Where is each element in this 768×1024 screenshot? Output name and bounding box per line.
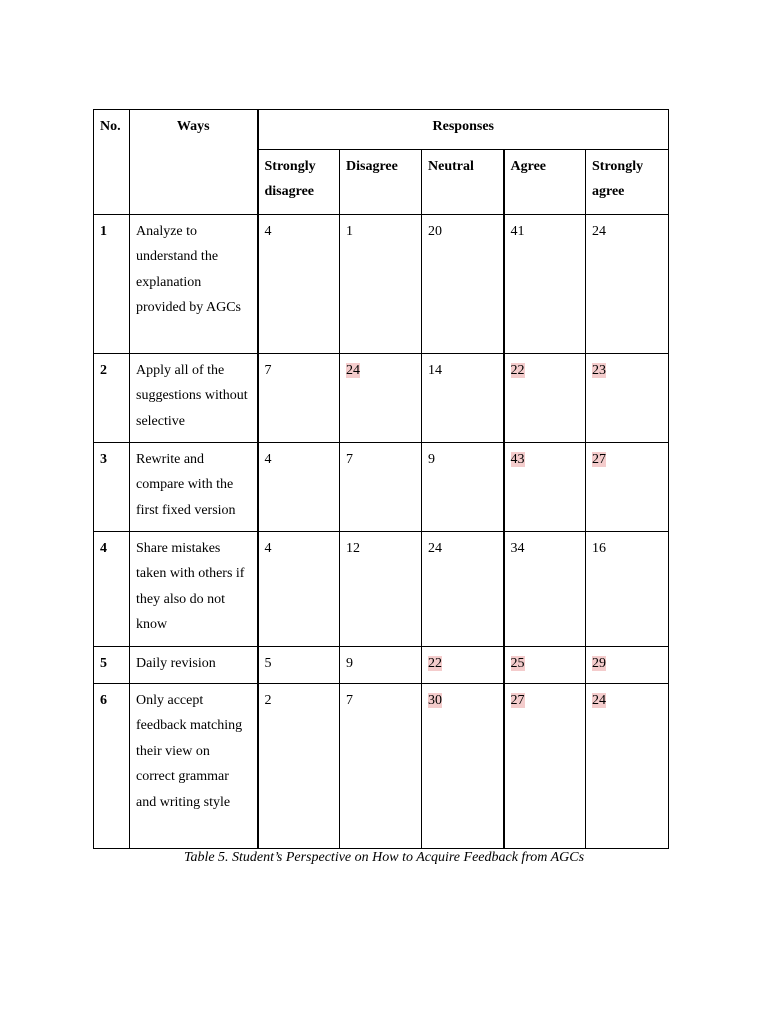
cell-value: 24 <box>346 363 360 378</box>
cell-value: 22 <box>428 656 442 671</box>
row-way: Daily revision <box>130 647 258 684</box>
row-number: 1 <box>94 215 130 354</box>
row-number: 6 <box>94 684 130 849</box>
row-number: 5 <box>94 647 130 684</box>
cell-neutral <box>422 684 504 849</box>
table-row <box>94 684 669 849</box>
table-row <box>94 443 669 532</box>
feedback-table <box>93 109 669 849</box>
cell-value: 22 <box>510 363 525 378</box>
row-number: 4 <box>94 532 130 647</box>
cell-value: 5 <box>264 656 272 671</box>
cell-neutral <box>422 215 504 354</box>
cell-value: 27 <box>592 452 606 467</box>
cell-value: 20 <box>428 224 442 239</box>
cell-value: 30 <box>428 693 442 708</box>
cell-disagree <box>340 532 422 647</box>
cell-neutral <box>422 443 504 532</box>
cell-value: 9 <box>346 656 353 671</box>
cell-value: 24 <box>592 224 606 239</box>
header-strongly-disagree: Strongly disagree <box>258 150 340 215</box>
table-row <box>94 532 669 647</box>
cell-agree <box>504 684 586 849</box>
cell-strongly-agree <box>586 532 669 647</box>
cell-value: 7 <box>264 363 272 378</box>
cell-value: 7 <box>346 452 353 467</box>
cell-strongly-disagree <box>258 684 340 849</box>
cell-value: 29 <box>592 656 606 671</box>
cell-value: 43 <box>510 452 525 467</box>
row-way: Only accept feedback matching their view on correct grammar and writing style <box>130 684 258 849</box>
cell-value: 24 <box>592 693 606 708</box>
cell-strongly-agree <box>586 647 669 684</box>
cell-strongly-disagree <box>258 215 340 354</box>
cell-value: 4 <box>264 224 272 239</box>
cell-strongly-disagree <box>258 443 340 532</box>
cell-value: 7 <box>346 693 353 708</box>
table-row <box>94 354 669 443</box>
table-caption: Table 5. Student’s Perspective on How to Acquire Feedback from AGCs <box>183 850 585 865</box>
row-way: Share mistakes taken with others if they also do not know <box>130 532 258 647</box>
cell-value: 27 <box>510 693 525 708</box>
cell-strongly-disagree <box>258 647 340 684</box>
feedback-table-container <box>93 109 668 849</box>
cell-neutral <box>422 354 504 443</box>
table-row <box>94 647 669 684</box>
header-neutral: Neutral <box>422 150 504 215</box>
table-body <box>94 215 669 849</box>
cell-neutral <box>422 647 504 684</box>
cell-agree <box>504 215 586 354</box>
cell-strongly-disagree <box>258 354 340 443</box>
cell-agree <box>504 532 586 647</box>
cell-value: 12 <box>346 541 360 556</box>
cell-agree <box>504 354 586 443</box>
cell-agree <box>504 443 586 532</box>
cell-value: 14 <box>428 363 442 378</box>
cell-disagree <box>340 647 422 684</box>
cell-strongly-disagree <box>258 532 340 647</box>
cell-strongly-agree <box>586 684 669 849</box>
cell-disagree <box>340 684 422 849</box>
table-row <box>94 215 669 354</box>
row-way: Analyze to understand the explanation provided by AGCs <box>130 215 258 354</box>
cell-disagree <box>340 215 422 354</box>
cell-value: 16 <box>592 541 606 556</box>
header-no: No. <box>94 110 130 215</box>
row-way: Rewrite and compare with the first fixed version <box>130 443 258 532</box>
header-strongly-agree: Strongly agree <box>586 150 669 215</box>
cell-value: 23 <box>592 363 606 378</box>
cell-value: 9 <box>428 452 435 467</box>
cell-strongly-agree <box>586 443 669 532</box>
row-way: Apply all of the suggestions without selective <box>130 354 258 443</box>
header-disagree: Disagree <box>340 150 422 215</box>
row-number: 3 <box>94 443 130 532</box>
cell-disagree <box>340 354 422 443</box>
cell-value: 2 <box>264 693 272 708</box>
cell-disagree <box>340 443 422 532</box>
cell-strongly-agree <box>586 215 669 354</box>
header-ways: Ways <box>130 110 258 215</box>
cell-value: 4 <box>264 452 272 467</box>
row-number: 2 <box>94 354 130 443</box>
cell-value: 4 <box>264 541 272 556</box>
cell-value: 25 <box>510 656 525 671</box>
cell-value: 1 <box>346 224 353 239</box>
cell-value: 34 <box>510 541 525 556</box>
cell-strongly-agree <box>586 354 669 443</box>
cell-agree <box>504 647 586 684</box>
header-row-top <box>94 110 669 150</box>
header-responses: Responses <box>258 110 669 150</box>
cell-value: 24 <box>428 541 442 556</box>
cell-neutral <box>422 532 504 647</box>
header-agree: Agree <box>504 150 586 215</box>
cell-value: 41 <box>510 224 525 239</box>
